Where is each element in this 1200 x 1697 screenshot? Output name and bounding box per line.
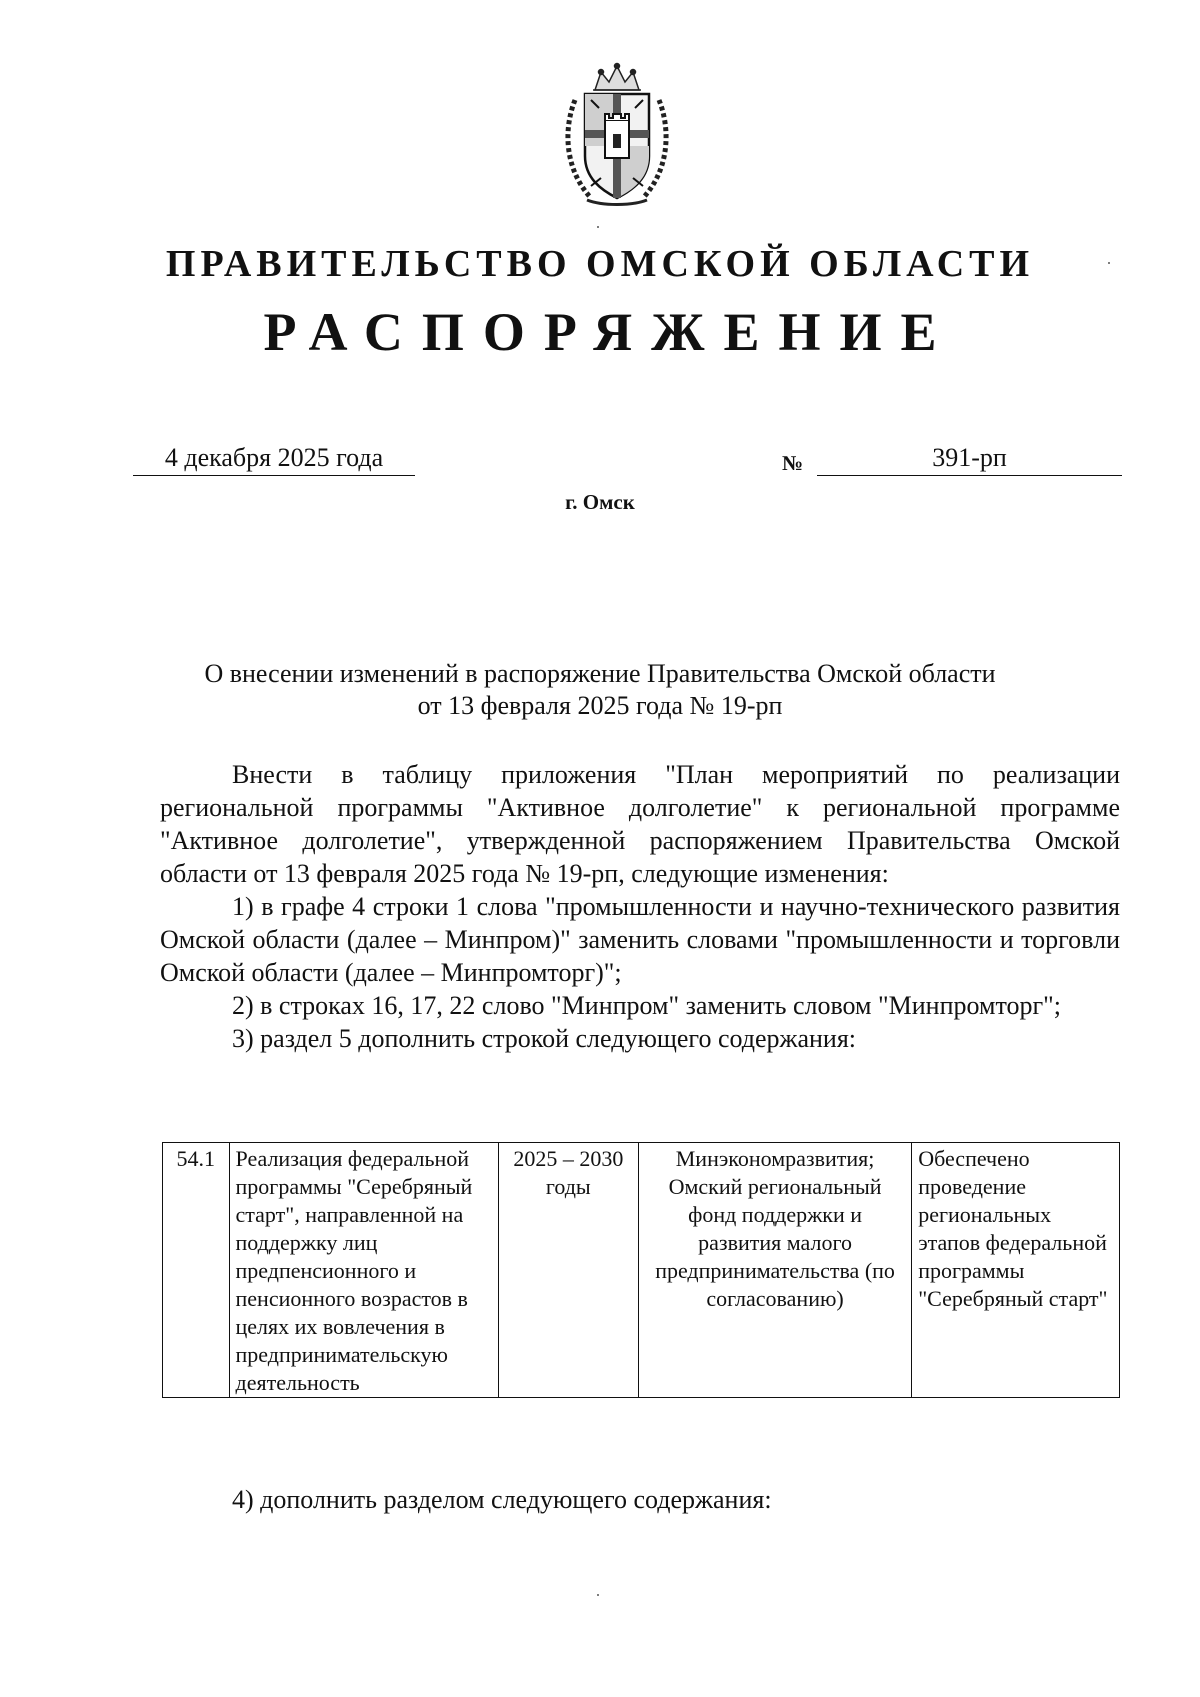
- document-body: [160, 758, 1120, 1055]
- subject-line-1: О внесении изменений в распоряжение Правительства Омской области: [204, 659, 996, 688]
- event-name-cell: Реализация федеральной программы "Серебряный старт", направленной на поддержку лиц предпенсионного и пенсионного возрастов в целях их вовлечения в предпринимательскую деятельность: [229, 1143, 498, 1398]
- amendment-item-4: 4) дополнить разделом следующего содержания:: [232, 1485, 772, 1514]
- subject-line-2: от 13 февраля 2025 года № 19-рп: [417, 691, 783, 720]
- amendment-item-3: 3) раздел 5 дополнить строкой следующего содержания:: [232, 1024, 857, 1053]
- amendment-item-1: 1) в графе 4 строки 1 слова "промышленности и научно-технического развития Омской области (далее – Минпром)" заменить словами "промышленности и торговли Омской области (далее – Минпромторг)";: [160, 892, 1120, 987]
- document-number: 391-рп: [817, 441, 1122, 476]
- row-number-cell: 54.1: [163, 1143, 230, 1398]
- period-cell: 2025 – 2030 годы: [498, 1143, 638, 1398]
- document-type-title: РАСПОРЯЖЕНИЕ: [263, 302, 956, 362]
- scan-speck: [1108, 262, 1110, 264]
- amendment-item-2: 2) в строках 16, 17, 22 слово "Минпром" заменить словом "Минпромторг";: [232, 991, 1061, 1020]
- result-cell: Обеспечено проведение региональных этапов федеральной программы "Серебряный старт": [912, 1143, 1120, 1398]
- scan-speck: [597, 1594, 599, 1596]
- government-title: ПРАВИТЕЛЬСТВО ОМСКОЙ ОБЛАСТИ: [165, 243, 1035, 285]
- city: г. Омск: [565, 490, 635, 514]
- scan-speck: [597, 226, 599, 228]
- executors-cell: Минэкономразвития; Омский региональный фонд поддержки и развития малого предпринимательства (по согласованию): [638, 1143, 911, 1398]
- coat-of-arms-icon: [557, 60, 677, 208]
- document-date: 4 декабря 2025 года: [133, 441, 415, 476]
- table-row: [163, 1143, 1120, 1398]
- intro-paragraph: Внести в таблицу приложения "План мероприятий по реализации региональной программы "Активное долголетие" к региональной программе "Активное долголетие", утвержденной распоряжением Правительства Омской области от 13 февраля 2025 года № 19-рп, следующие изменения:: [160, 760, 1120, 888]
- number-label: №: [782, 451, 804, 475]
- document-subject: [150, 658, 1050, 722]
- amendment-table: [162, 1142, 1120, 1398]
